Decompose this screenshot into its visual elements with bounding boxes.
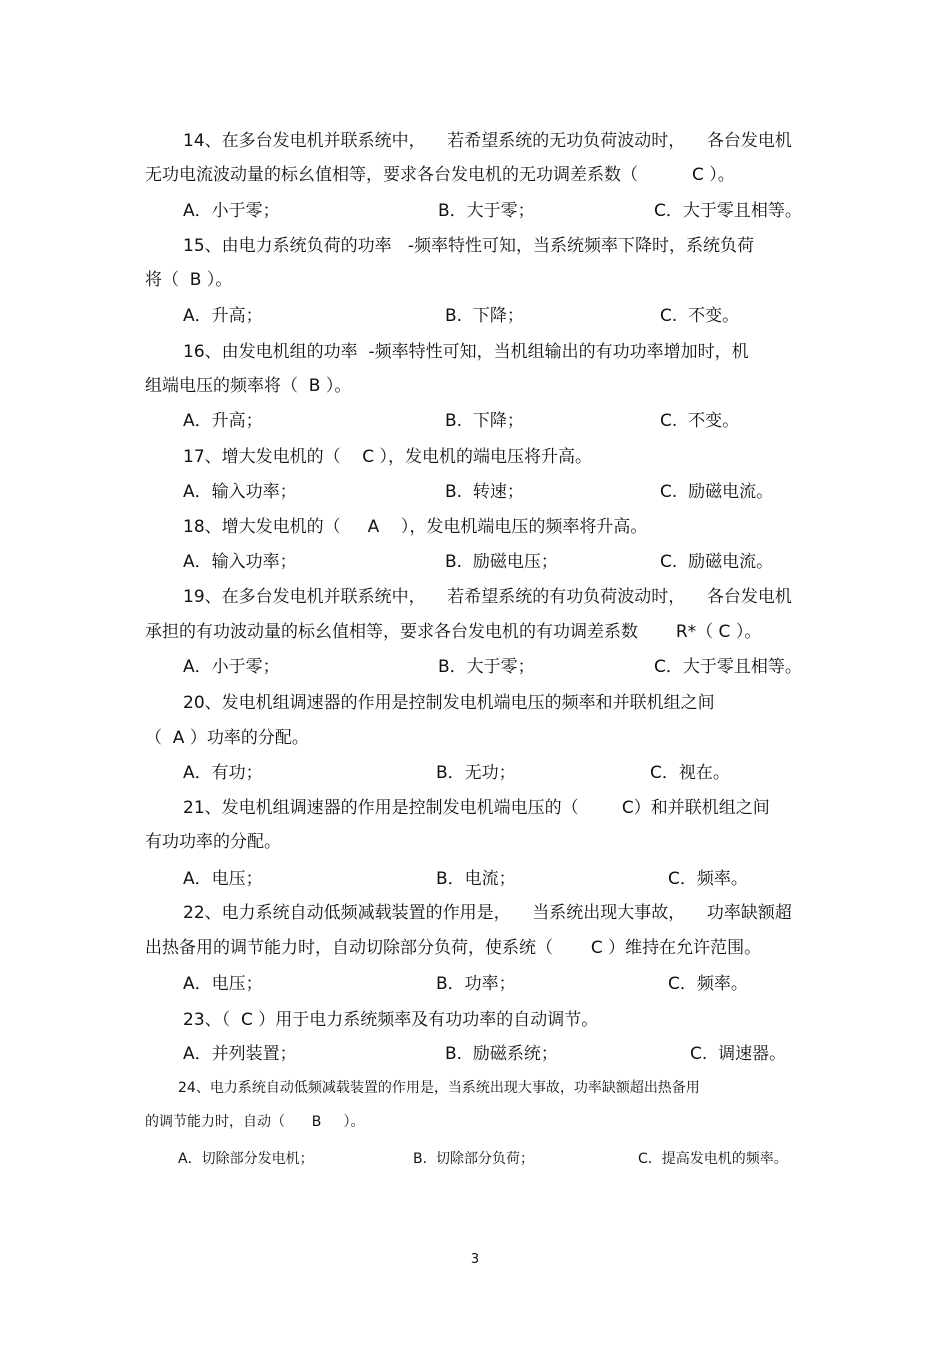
question-20-stem-line: （ A ）功率的分配。 <box>145 728 309 748</box>
question-19-option-c: C．大于零且相等。 <box>654 657 802 677</box>
question-20-option-c: C．视在。 <box>650 763 730 783</box>
question-22-option-a: A．电压； <box>183 974 263 994</box>
question-17-option-a: A．输入功率； <box>183 482 297 502</box>
question-14-option-a: A．小于零； <box>183 201 280 221</box>
question-24-option-b: B. 切除部分负荷； <box>413 1151 534 1167</box>
question-21-stem-line: 有功功率的分配。 <box>145 832 281 852</box>
question-15-stem-line: 15、由电力系统负荷的功率 -频率特性可知，当系统频率下降时，系统负荷 <box>183 236 754 256</box>
question-14-stem-line: 无功电流波动量的标幺值相等，要求各台发电机的无功调差系数（ C ）。 <box>145 165 735 185</box>
question-14-option-c: C．大于零且相等。 <box>654 201 802 221</box>
question-17-option-c: C. 励磁电流。 <box>660 482 774 502</box>
question-17-option-b: B. 转速； <box>445 482 524 502</box>
question-16-option-a: A．升高； <box>183 411 263 431</box>
question-18-option-c: C. 励磁电流。 <box>660 552 774 572</box>
question-22-option-b: B．功率； <box>436 974 516 994</box>
question-19-option-a: A．小于零； <box>183 657 280 677</box>
question-15-option-b: B. 下降； <box>445 306 524 326</box>
question-24-option-a: A．切除部分发电机； <box>178 1151 314 1167</box>
question-22-stem-line: 出热备用的调节能力时，自动切除部分负荷，使系统（ C ）维持在允许范围。 <box>145 938 762 958</box>
question-16-stem-line: 16、由发电机组的功率 -频率特性可知，当机组输出的有功功率增加时，机 <box>183 342 749 362</box>
question-22-option-c: C．频率。 <box>668 974 748 994</box>
question-18-option-a: A．输入功率； <box>183 552 297 572</box>
question-16-option-c: C. 不变。 <box>660 411 740 431</box>
question-23-option-b: B. 励磁系统； <box>445 1044 558 1064</box>
question-17-stem-line: 17、增大发电机的（ C ），发电机的端电压将升高。 <box>183 447 593 467</box>
question-15-stem-line: 将（ B ）。 <box>145 270 233 290</box>
question-24-stem-line: 的调节能力时，自动（ B ）。 <box>145 1114 365 1130</box>
question-21-option-c: C．频率。 <box>668 869 748 889</box>
question-19-option-b: B．大于零； <box>438 657 535 677</box>
question-18-stem-line: 18、增大发电机的（ A ），发电机端电压的频率将升高。 <box>183 517 648 537</box>
question-20-stem-line: 20、发电机组调速器的作用是控制发电机端电压的频率和并联机组之间 <box>183 693 715 713</box>
question-21-stem-line: 21、发电机组调速器的作用是控制发电机端电压的（ C）和并联机组之间 <box>183 798 770 818</box>
question-22-stem-line: 22、电力系统自动低频减载装置的作用是， 当系统出现大事故， 功率缺额超 <box>183 903 792 923</box>
question-23-option-c: C. 调速器。 <box>690 1044 787 1064</box>
question-21-option-a: A．电压； <box>183 869 263 889</box>
question-15-option-c: C. 不变。 <box>660 306 740 326</box>
question-24-option-c: C．提高发电机的频率。 <box>638 1151 788 1167</box>
question-16-stem-line: 组端电压的频率将（ B ）。 <box>145 376 352 396</box>
question-18-option-b: B. 励磁电压； <box>445 552 558 572</box>
question-15-option-a: A．升高； <box>183 306 263 326</box>
question-23-stem-line: 23、（ C ）用于电力系统频率及有功功率的自动调节。 <box>183 1010 599 1030</box>
question-23-option-a: A．并列装置； <box>183 1044 297 1064</box>
question-19-stem-line: 19、在多台发电机并联系统中， 若希望系统的有功负荷波动时， 各台发电机 <box>183 587 792 607</box>
page-number: 3 <box>470 1252 480 1267</box>
question-24-stem-line: 24、电力系统自动低频减载装置的作用是，当系统出现大事故，功率缺额超出热备用 <box>178 1080 700 1096</box>
question-14-option-b: B．大于零； <box>438 201 535 221</box>
question-20-option-a: A．有功； <box>183 763 263 783</box>
question-20-option-b: B．无功； <box>436 763 516 783</box>
question-19-stem-line: 承担的有功波动量的标幺值相等，要求各台发电机的有功调差系数 R*（ C ）。 <box>145 622 762 642</box>
question-21-option-b: B．电流； <box>436 869 516 889</box>
question-16-option-b: B. 下降； <box>445 411 524 431</box>
question-14-stem-line: 14、在多台发电机并联系统中， 若希望系统的无功负荷波动时， 各台发电机 <box>183 131 792 151</box>
